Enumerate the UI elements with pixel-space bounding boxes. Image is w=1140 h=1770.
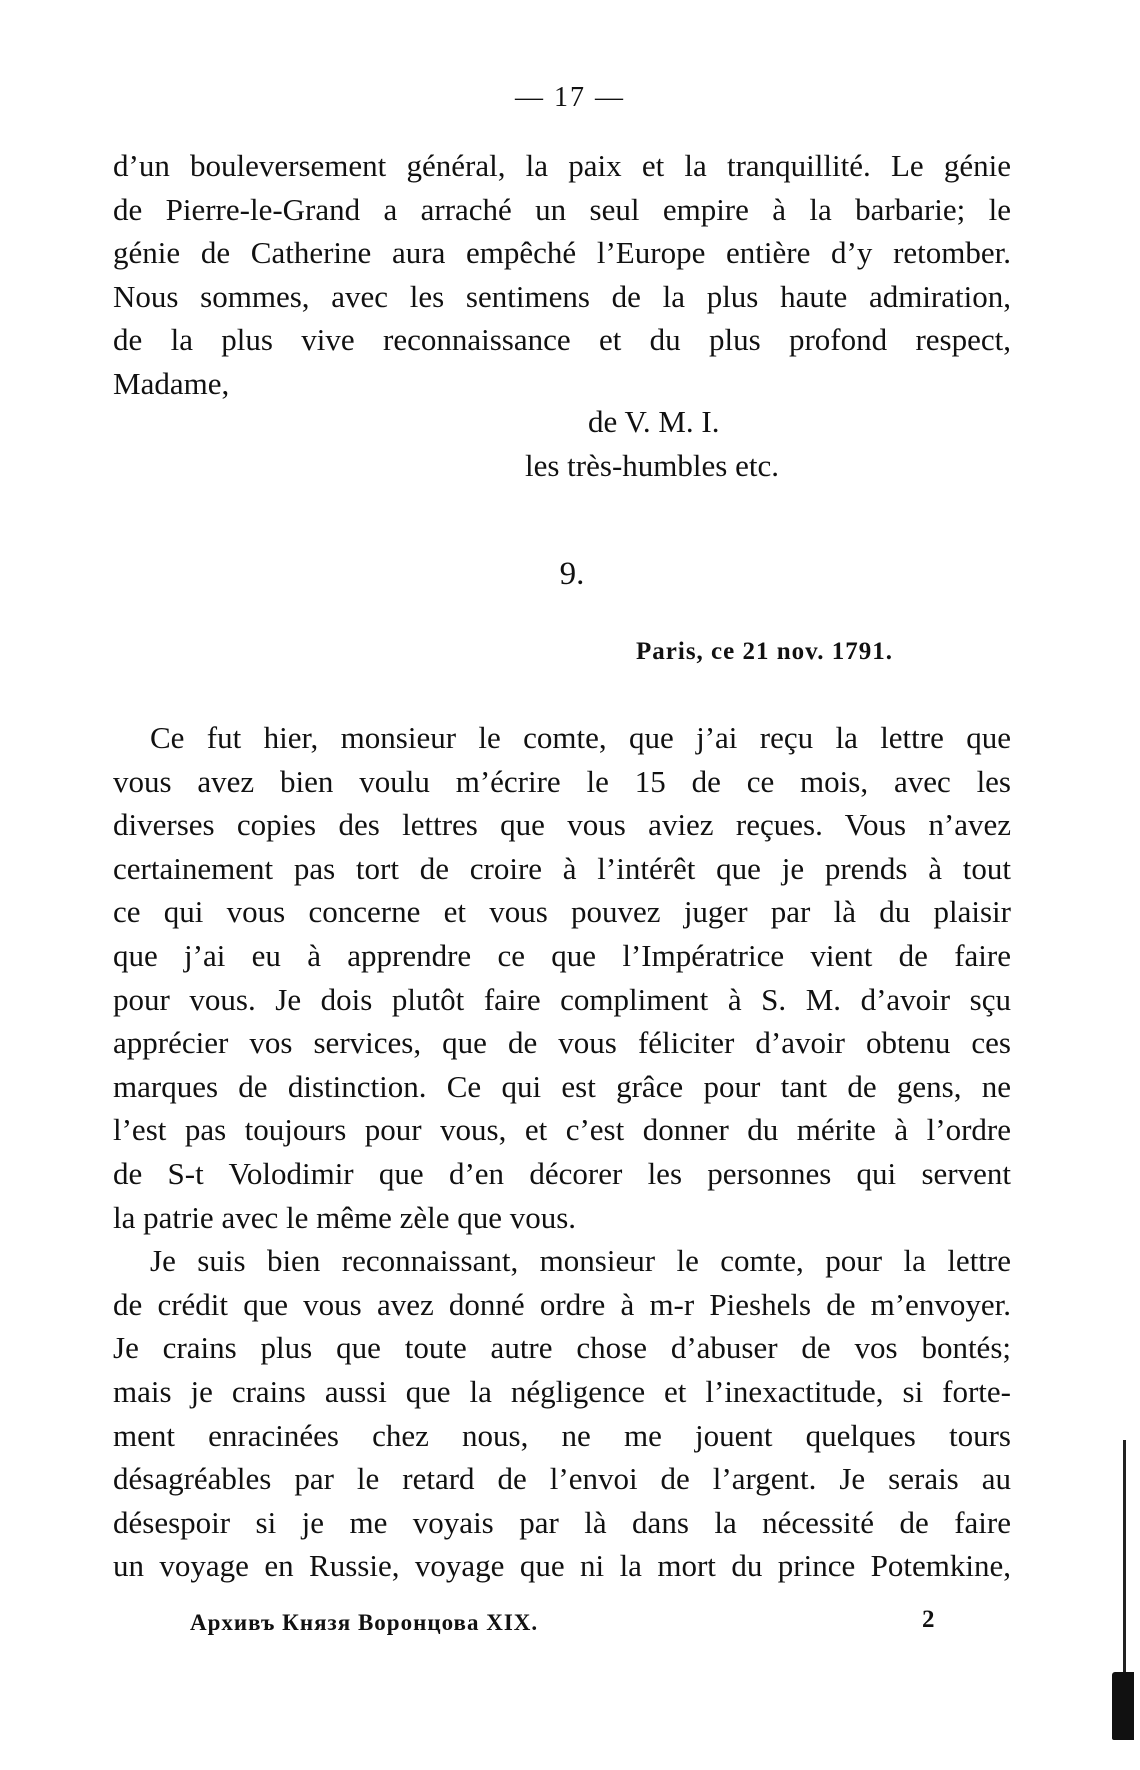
text-line: Ce fut hier, monsieur le comte, que j’ai reçu la lettre que: [150, 720, 1011, 755]
text-line: certainement pas tort de croire à l’intérêt que je prends à tout: [113, 850, 1011, 886]
text-line: la patrie avec le même zèle que vous.: [113, 1199, 577, 1235]
text-line: Madame,: [113, 365, 230, 401]
text-line: ce qui vous concerne et vous pouvez juger par là du plaisir: [113, 894, 1011, 930]
text-line: de Pierre-le-Grand a arraché un seul empire à la barbarie; le: [113, 191, 1011, 227]
text-line: l’est pas toujours pour vous, et c’est donner du mérite à l’ordre: [113, 1112, 1011, 1148]
text-line: d’un bouleversement général, la paix et la tranquillité. Le génie: [113, 148, 1011, 183]
text-line: de crédit que vous avez donné ordre à m-r Pieshels de m’envoyer.: [113, 1286, 1011, 1322]
text-line: Je crains plus que toute autre chose d’abuser de vos bontés;: [113, 1330, 1011, 1366]
text-line: apprécier vos services, que de vous féliciter d’avoir obtenu ces: [113, 1025, 1011, 1061]
text-line: Je suis bien reconnaissant, monsieur le comte, pour la lettre: [150, 1243, 1011, 1279]
letter-9-body: [113, 716, 1011, 1588]
text-line: pour vous. Je dois plutôt faire compliment à S. M. d’avoir sçu: [113, 981, 1011, 1017]
letter-place-date: Paris, ce 21 nov. 1791.: [636, 638, 894, 665]
letter-number-text: 9.: [559, 556, 585, 592]
text-line: diverses copies des lettres que vous aviez reçues. Vous n’avez: [113, 807, 1011, 843]
text-line: marques de distinction. Ce qui est grâce pour tant de gens, ne: [113, 1068, 1011, 1104]
text-line: vous avez bien voulu m’écrire le 15 de ce mois, avec les: [113, 763, 1011, 799]
text-line: Nous sommes, avec les sentimens de la plus haute admiration,: [113, 278, 1011, 314]
page-edge-line: [1123, 1440, 1126, 1700]
text-line: que j’ai eu à apprendre ce que l’Impératrice vient de faire: [113, 937, 1011, 973]
text-line: ment enracinées chez nous, ne me jouent quelques tours: [113, 1417, 1011, 1453]
text-line: un voyage en Russie, voyage que ni la mort du prince Potemkine,: [113, 1548, 1011, 1584]
letter-8-closing: [113, 144, 1011, 406]
text-line: désagréables par le retard de l’envoi de l’argent. Je serais au: [113, 1461, 1011, 1497]
letter-number: [0, 556, 1140, 593]
text-line: génie de Catherine aura empêché l’Europe entière d’y retomber.: [113, 235, 1011, 271]
footer-signature-mark: Архивъ Князя Воронцова XIX.: [190, 1610, 539, 1635]
text-line: désespoir si je me voyais par là dans la nécessité de faire: [113, 1504, 1011, 1540]
signature-line-1: de V. M. I.: [588, 404, 720, 439]
signature-line-2: les très-humbles etc.: [525, 448, 779, 483]
text-line: de S-t Volodimir que d’en décorer les personnes qui servent: [113, 1155, 1011, 1191]
text-line: mais je crains aussi que la négligence et l’inexactitude, si forte-: [113, 1373, 1011, 1409]
page-number: — 17 —: [515, 82, 625, 113]
page-edge-mark: [1112, 1672, 1134, 1740]
footer-sheet-number: 2: [922, 1606, 935, 1633]
text-line: de la plus vive reconnaissance et du plus profond respect,: [113, 322, 1011, 358]
